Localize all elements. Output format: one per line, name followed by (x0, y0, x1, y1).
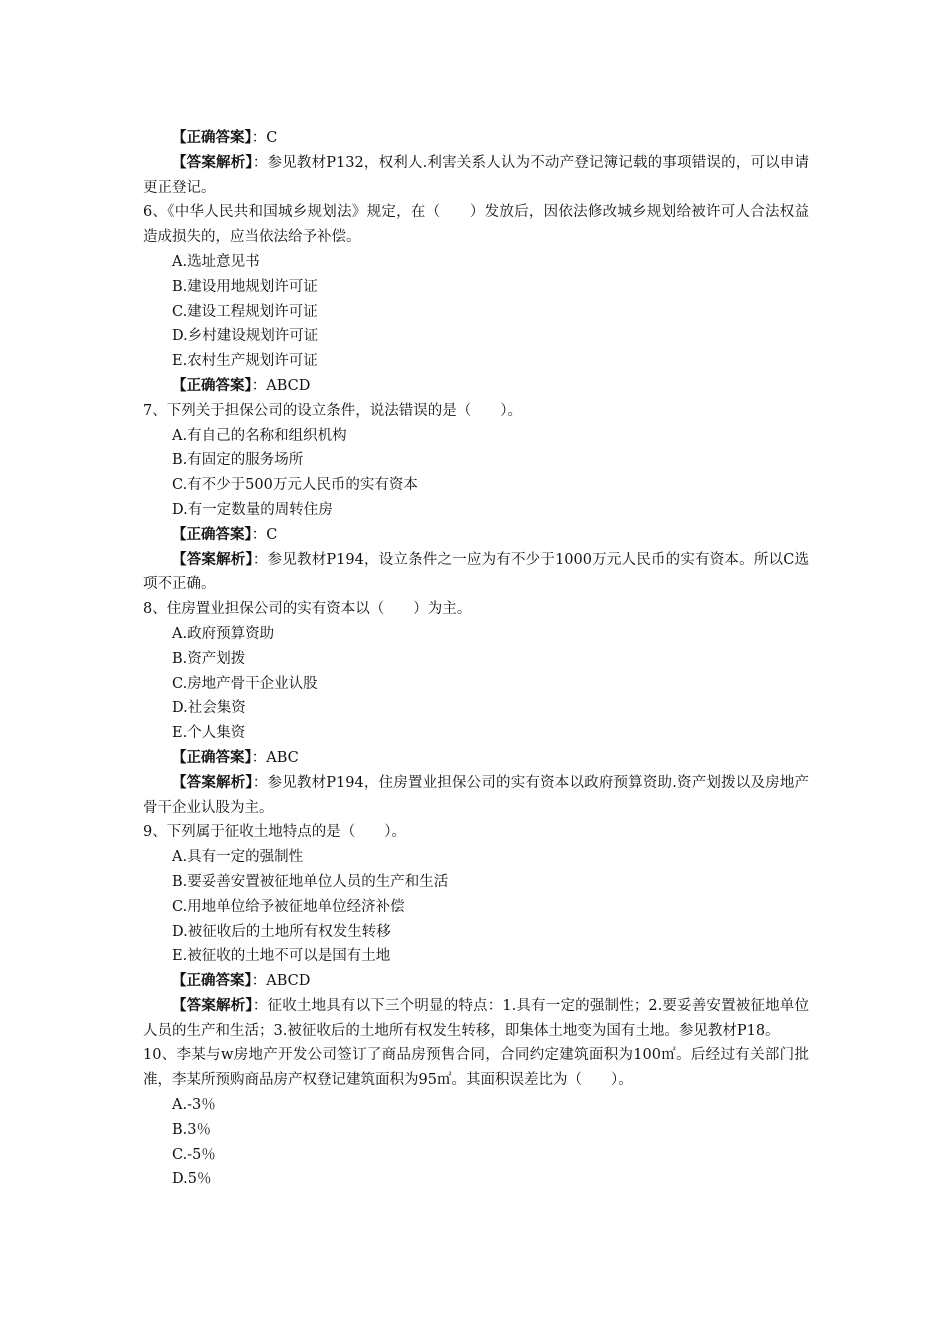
answer-value: ABCD (266, 973, 311, 990)
explanation-separator: ： (252, 551, 268, 568)
question-stem: 6、《中华人民共和国城乡规划法》规定，在（ ）发放后，因依法修改城乡规划给被许可人合法权益造成损失的，应当依法给予补偿。 (143, 204, 809, 246)
answer-option: A.有自己的名称和组织机构 (172, 427, 347, 444)
answer-label: 【正确答案】 (172, 972, 252, 990)
answer-option: B.要妥善安置被征地单位人员的生产和生活 (172, 873, 449, 890)
answer-option: D.被征收后的土地所有权发生转移 (172, 923, 391, 940)
answer-option: A.选址意见书 (172, 253, 260, 270)
correct-answer-line (143, 969, 809, 994)
answer-option: C.有不少于500万元人民币的实有资本 (172, 477, 418, 494)
answer-value: C (266, 130, 278, 146)
answer-label: 【正确答案】 (172, 376, 252, 394)
answer-value: ABCD (266, 377, 311, 394)
answer-option: D.5％ (172, 1171, 212, 1188)
explanation-text: 参见教材P194，设立条件之一应为有不少于1000万元人民币的实有资本。所以C选项不正确。 (143, 551, 809, 593)
question-stem: 8、住房置业担保公司的实有资本以（ ）为主。 (143, 601, 472, 618)
answer-option: D.乡村建设规划许可证 (172, 328, 319, 345)
answer-option: E.农村生产规划许可证 (172, 353, 318, 370)
answer-label: 【正确答案】 (172, 525, 252, 543)
answer-option: E.被征收的土地不可以是国有土地 (172, 948, 391, 965)
answer-option: D.社会集资 (172, 700, 246, 717)
explanation-label: 【答案解析】 (172, 996, 253, 1014)
answer-option: A.具有一定的强制性 (172, 849, 304, 866)
answer-option: E.个人集资 (172, 725, 246, 742)
explanation-label: 【答案解析】 (172, 773, 253, 791)
answer-separator: ： (251, 749, 267, 766)
answer-separator: ： (251, 526, 267, 543)
correct-answer-line (143, 523, 809, 548)
answer-option: C.建设工程规划许可证 (172, 303, 318, 320)
question-stem: 9、下列属于征收土地特点的是（ ）。 (143, 824, 406, 841)
explanation-text: 参见教材P132，权利人.利害关系人认为不动产登记簿记载的事项错误的，可以申请更正登记。 (143, 154, 810, 196)
question-stem: 7、下列关于担保公司的设立条件，说法错误的是（ ）。 (143, 402, 522, 419)
document-content (143, 126, 809, 1192)
answer-option: A.-3％ (172, 1097, 216, 1114)
explanation-separator: ： (252, 774, 268, 791)
explanation-label: 【答案解析】 (172, 153, 253, 171)
answer-label: 【正确答案】 (172, 748, 252, 766)
correct-answer-line (143, 746, 809, 771)
explanation-label: 【答案解析】 (172, 550, 253, 568)
answer-separator: ： (251, 130, 267, 146)
answer-separator: ： (251, 973, 267, 990)
answer-explanation (143, 771, 809, 821)
answer-value: C (266, 526, 278, 543)
answer-explanation (143, 548, 809, 598)
answer-explanation (143, 994, 809, 1044)
explanation-text: 征收土地具有以下三个明显的特点：1.具有一定的强制性；2.要妥善安置被征地单位人员的生产和生活；3.被征收后的土地所有权发生转移，即集体土地变为国有土地。参见教材P18。 (143, 997, 810, 1039)
explanation-text: 参见教材P194，住房置业担保公司的实有资本以政府预算资助.资产划拨以及房地产骨干企业认股为主。 (143, 774, 810, 816)
answer-option: C.-5％ (172, 1146, 216, 1163)
answer-option: C.房地产骨干企业认股 (172, 675, 318, 692)
answer-option: D.有一定数量的周转住房 (172, 501, 333, 518)
explanation-separator: ： (252, 997, 268, 1014)
answer-option: C.用地单位给予被征地单位经济补偿 (172, 898, 405, 915)
answer-separator: ： (251, 377, 267, 394)
answer-label: 【正确答案】 (172, 129, 252, 146)
answer-option: A.政府预算资助 (172, 625, 275, 642)
answer-option: B.建设用地规划许可证 (172, 278, 318, 295)
explanation-separator: ： (252, 154, 268, 171)
answer-option: B.有固定的服务场所 (172, 452, 304, 469)
answer-value: ABC (266, 749, 299, 766)
answer-option: B.3％ (172, 1121, 211, 1138)
answer-explanation (143, 151, 809, 201)
answer-option: B.资产划拨 (172, 650, 246, 667)
correct-answer-line (143, 374, 809, 399)
question-stem: 10、李某与w房地产开发公司签订了商品房预售合同，合同约定建筑面积为100㎡。后经过有关部门批准，李某所预购商品房产权登记建筑面积为95㎡。其面积误差比为（ ）。 (143, 1047, 809, 1089)
correct-answer-line (143, 126, 809, 151)
